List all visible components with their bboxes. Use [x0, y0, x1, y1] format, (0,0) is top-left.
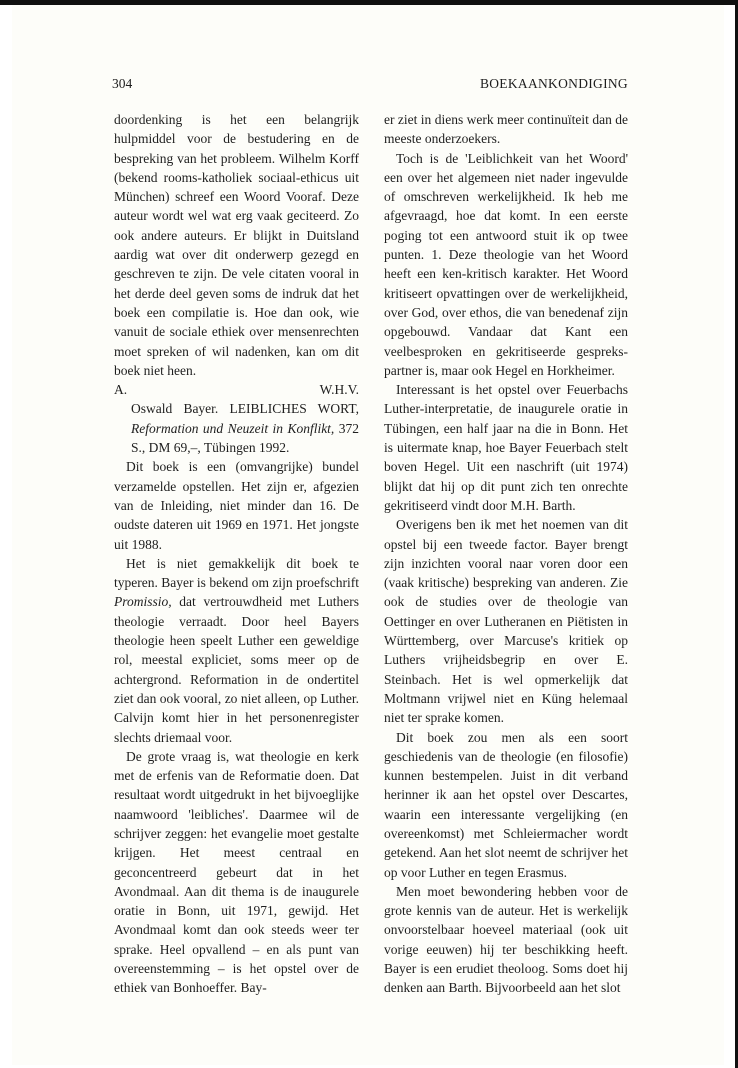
paragraph-text: Het is niet gemakkelijk dit boek te typeren. Bayer is bekend om zijn proefschrift [114, 555, 359, 591]
running-title: BOEKAANKONDIGING [479, 76, 628, 91]
paragraph: De grote vraag is, wat theologie en kerk met de erfenis van de Reformatie doen. Dat resultaat wordt uitgedrukt in het bijvoeglijke naamwoord 'leibliches'. Daarmee wil de schrijver zeggen: het evangelie moet gestalte krijgen. Het meest centraal en geconcentreerd gebeurt dat in het Avondmaal. Aan dit thema is de inaugurele oratie in Bonn, uit 1971, gewijd. Het Avondmaal komt dan ook steeds weer ter sprake. Heel opvallend – en als punt van overeenstemming – is het opstel over de ethiek van Bonhoeffer. Bay- [114, 748, 359, 996]
italic-title: Promissio, [114, 594, 172, 610]
paragraph [114, 554, 359, 747]
paragraph: Toch is de 'Leiblichkeit van het Woord' een over het algemeen niet nader ingevulde of omschreven werkelijkheid. Ik heb me afgevraagd, hoe dat komt. In een eerste poging tot een antwoord stuit ik op twee punten. 1. Deze theologie van het Woord heeft een ken-kritisch karakter. Het Woord kritiseert opvattingen over de werkelijkheid, over God, over ethos, die van benedenaf zijn opgebouwd. Vandaar dat Kant een veelbesproken en gekritiseerde gespreks-partner is, maar ook Hegel en Horkheimer. [384, 150, 628, 378]
signature-initials: W.H.V. [319, 382, 359, 398]
page-number: 304 [112, 76, 133, 91]
book-page [12, 5, 724, 1065]
paragraph: Overigens ben ik met het noemen van dit opstel bij een tweede factor. Bayer brengt zijn inzichten vooral naar voren door een (vaak kritische) bespreking van anderen. Zie ook de studies over de theologie van Oettinger en over Lutheranen en Piëtisten in Württemberg, over Marcuse's kritiek op Luthers vrijheidsbegrip en over E. Steinbach. Het is wel opmerkelijk dat Moltmann vrijwel niet en Küng helemaal niet ter sprake komen. [384, 517, 628, 726]
paragraph-text: dat vertrouwdheid met Luthers theologie verraadt. Door heel Bayers theologie heen speelt Luther een geweldige rol, meestal expliciet, soms meer op de achtergrond. Reformation in de ondertitel ziet dan ook vooral, zo niet alleen, op Luther. Calvijn komt hier in het personenregister slechts driemaal voor. [114, 594, 359, 745]
paragraph: Men moet bewondering hebben voor de grote kennis van de auteur. Het is werkelijk onvoorstelbaar hoeveel materiaal (ook uit vorige eeuwen) hij ter beschikking heeft. Bayer is een erudiet theoloog. Soms doet hij denken aan Barth. Bijvoorbeeld aan het slot [384, 883, 628, 996]
paragraph: Dit boek zou men als een soort geschiedenis van de theologie (en filosofie) kunnen bestempelen. Juist in dit verband herinner ik aan het opstel over Descartes, waarin een interessante vergelijking (en overeenkomst) met Schleiermacher wordt getekend. Aan het slot neemt de schrijver het op voor Luther en tegen Erasmus. [384, 729, 628, 880]
page-header [112, 76, 628, 96]
paragraph: Interessant is het opstel over Feuerbachs Luther-interpretatie, de inaugurele oratie in Tübingen, een half jaar na die in Bonn. Het is uitermate knap, hoe Bayer Feuerbach stelt boven Hegel. Uit een naschrift (uit 1974) blijkt dat hij op dit punt zich ten onrechte gekritiseerd vindt door M.H. Barth. [384, 382, 628, 513]
left-column [114, 110, 359, 998]
review-signature [114, 380, 359, 399]
book-subtitle: Reformation und Neuzeit in Konflikt, [131, 420, 335, 436]
paragraph-continuation: er ziet in diens werk meer continuïteit dan de meeste onderzoekers. [384, 112, 628, 147]
paragraph: Dit boek is een (omvangrijke) bundel verzamelde opstellen. Het zijn er, afgezien van de Inleiding, niet minder dan 16. De oudste dateren uit 1969 en 1971. Het jongste uit 1988. [114, 459, 359, 552]
paragraph-continuation: doordenking is het een belangrijk hulpmiddel voor de bestudering en de bespreking van het probleem. Wilhelm Korff (bekend rooms-katholiek sociaal-ethicus uit München) schreef een Woord Vooraf. Deze auteur wordt wel wat erg vaak geciteerd. Zo ook andere auteurs. Er blijkt in Duitsland aardig wat over dit onderwerp gezegd en geschreven te zijn. De vele citaten vooral in het derde deel geven soms de indruk dat het boek een compilatie is. Hoe dan ook, wie vanuit de sociale ethiek over mensenrechten moet spreken of wil nadenken, kan om dit boek niet heen. [114, 112, 359, 378]
right-column [384, 110, 628, 998]
signature-place: A. [114, 382, 128, 398]
book-details: 372 S., DM 69,–, Tübingen 1992. [131, 420, 359, 456]
book-reference [114, 399, 359, 457]
book-author-title: Oswald Bayer. LEIBLICHES WORT, [131, 401, 359, 417]
